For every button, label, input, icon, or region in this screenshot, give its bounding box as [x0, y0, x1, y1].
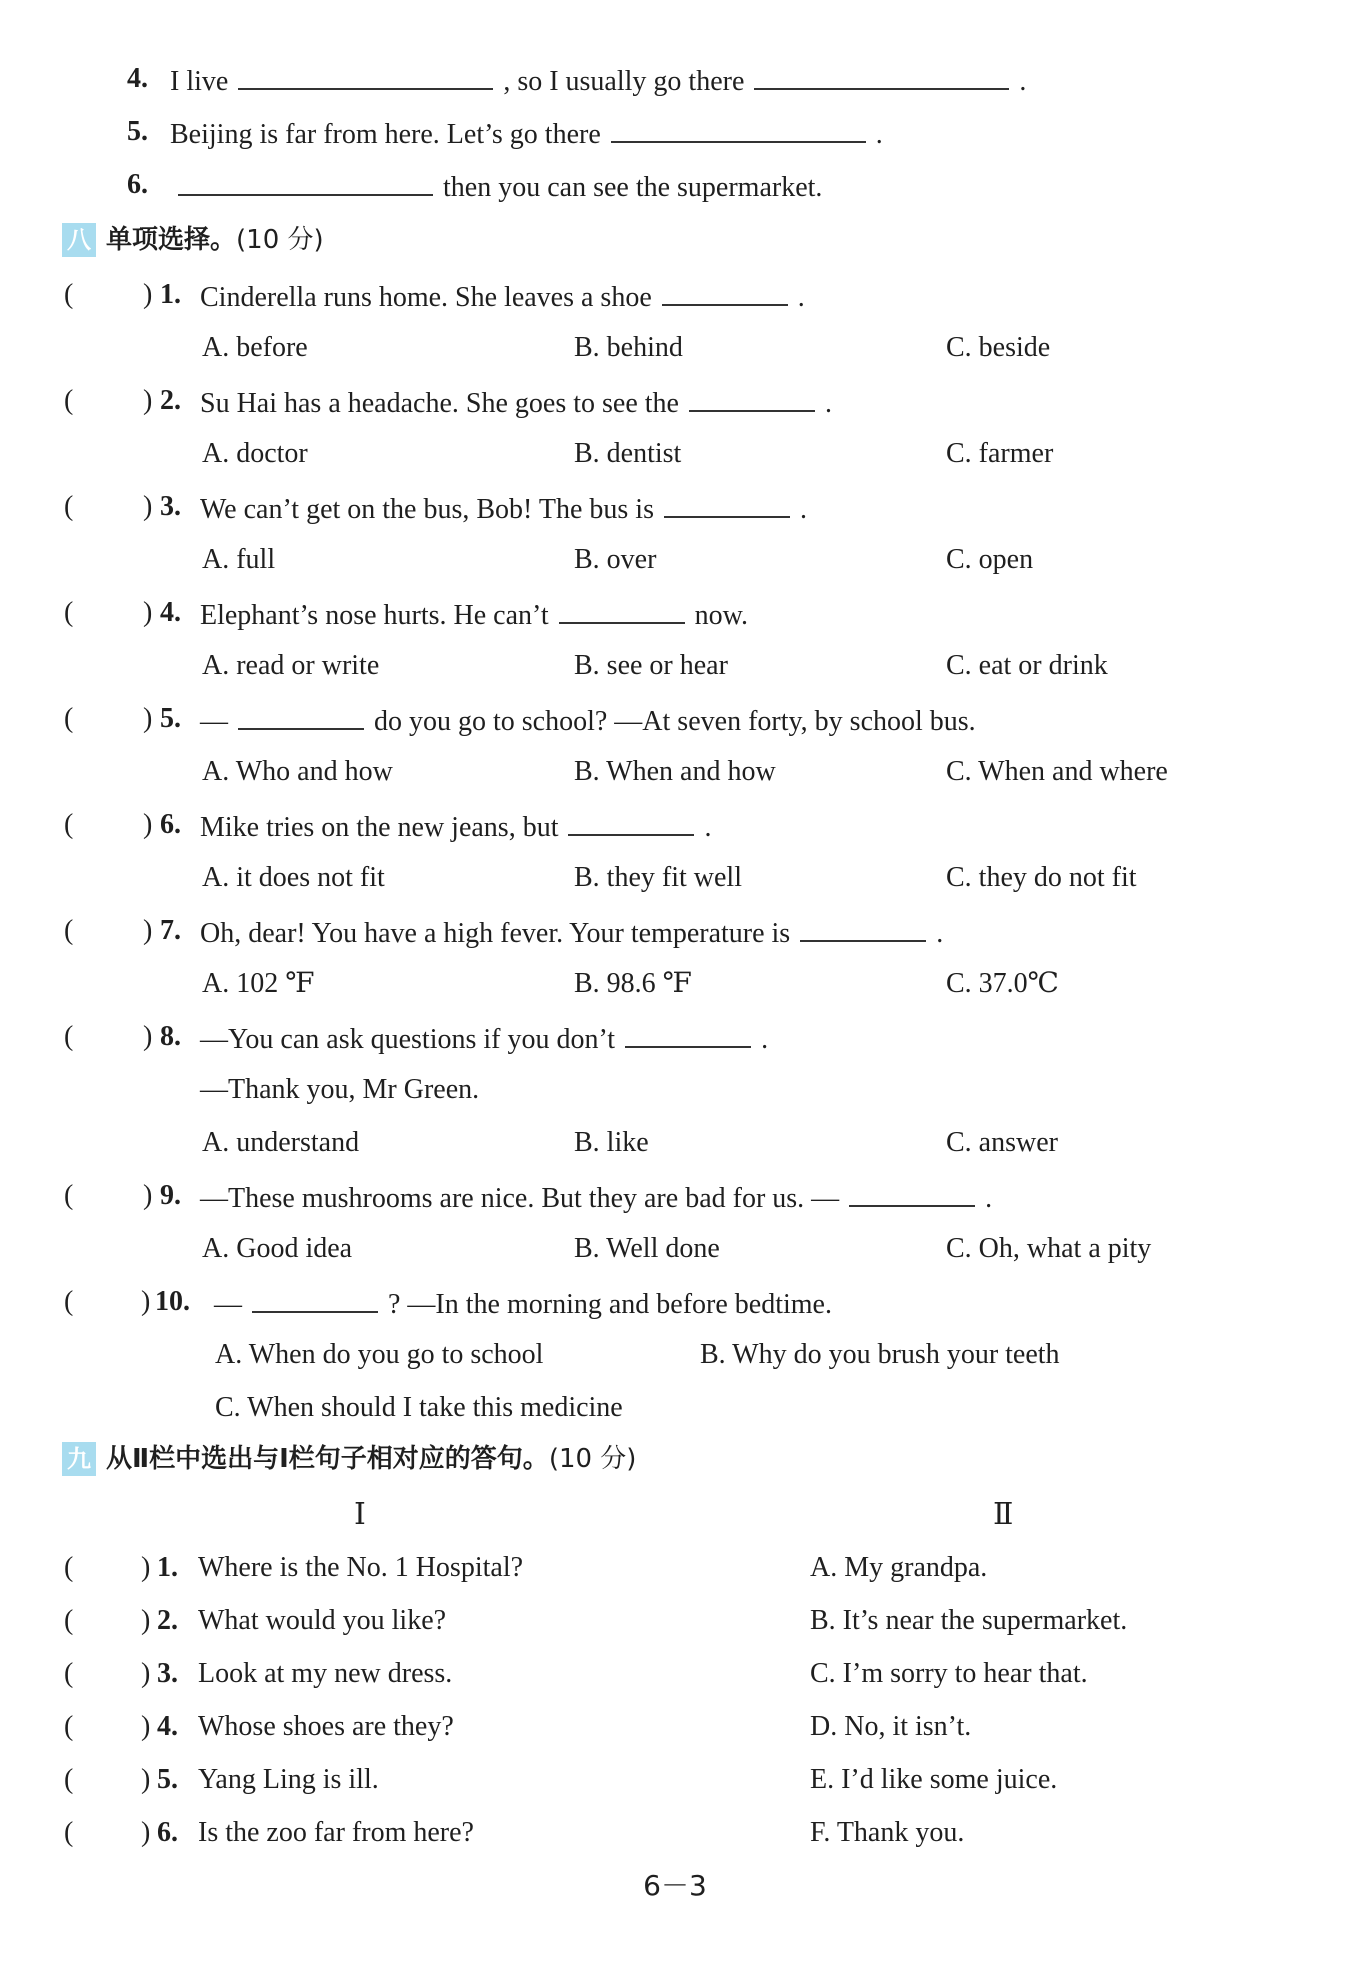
- option-a[interactable]: A. full: [202, 544, 276, 575]
- match-question: Where is the No. 1 Hospital?: [198, 1552, 524, 1583]
- text-segment: now.: [694, 600, 749, 631]
- match-answer: F. Thank you.: [810, 1817, 965, 1848]
- section-heading: [62, 1442, 636, 1476]
- answer-box[interactable]: [72, 384, 142, 418]
- answer-paren-open: (: [64, 491, 74, 522]
- answer-paren-open: (: [64, 597, 74, 628]
- answer-blank[interactable]: [238, 702, 364, 730]
- option-c[interactable]: C. they do not fit: [946, 862, 1137, 893]
- answer-paren-open: (: [64, 915, 74, 946]
- question-number: 6.: [127, 169, 148, 200]
- option-b[interactable]: B. behind: [574, 332, 683, 363]
- answer-box[interactable]: [72, 1285, 142, 1319]
- match-question: What would you like?: [198, 1605, 447, 1636]
- question-stem: [200, 490, 807, 527]
- text-segment: .: [824, 388, 832, 419]
- answer-paren-close: ): [143, 703, 153, 734]
- option-b[interactable]: B. When and how: [574, 756, 776, 787]
- section-score: (10 分): [236, 225, 324, 255]
- answer-paren-open: (: [64, 1658, 74, 1689]
- section-number-icon: 八: [62, 223, 96, 257]
- answer-box[interactable]: [72, 1551, 142, 1585]
- option-a[interactable]: A. 102 ℉: [202, 968, 315, 999]
- option-b[interactable]: B. Well done: [574, 1233, 720, 1264]
- question-stem: [200, 1179, 992, 1216]
- option-b[interactable]: B. over: [574, 544, 657, 575]
- answer-paren-close: ): [141, 1552, 151, 1583]
- answer-blank[interactable]: [662, 278, 788, 306]
- answer-paren-open: (: [64, 1605, 74, 1636]
- answer-box[interactable]: [72, 596, 142, 630]
- column-ii-heading: Ⅱ: [993, 1498, 1014, 1531]
- answer-paren-close: ): [143, 385, 153, 416]
- answer-blank[interactable]: [238, 62, 493, 90]
- option-c[interactable]: C. 37.0℃: [946, 968, 1059, 999]
- text-segment: Oh, dear! You have a high fever. Your temperature is: [200, 918, 791, 949]
- answer-paren-close: ): [143, 279, 153, 310]
- answer-box[interactable]: [72, 702, 142, 736]
- option-c[interactable]: C. answer: [946, 1127, 1058, 1158]
- text-segment: Su Hai has a headache. She goes to see the: [200, 388, 679, 419]
- section-heading: [62, 223, 324, 257]
- answer-paren-close: ): [143, 809, 153, 840]
- text-segment: .: [1019, 66, 1027, 97]
- question-stem: [200, 914, 943, 951]
- question-number: 3.: [157, 1658, 178, 1689]
- text-segment: then you can see the supermarket.: [443, 172, 823, 203]
- question-number: 2.: [157, 1605, 178, 1636]
- answer-box[interactable]: [72, 1020, 142, 1054]
- answer-box[interactable]: [72, 1657, 142, 1691]
- page-number: 6－3: [643, 1869, 707, 1902]
- answer-paren-close: ): [143, 915, 153, 946]
- answer-paren-open: (: [64, 279, 74, 310]
- option-b[interactable]: B. see or hear: [574, 650, 728, 681]
- answer-blank[interactable]: [559, 596, 685, 624]
- text-segment: We can’t get on the bus, Bob! The bus is: [200, 494, 654, 525]
- answer-blank[interactable]: [611, 115, 866, 143]
- answer-blank[interactable]: [178, 168, 433, 196]
- question-number: 10.: [155, 1286, 190, 1317]
- text-segment: —You can ask questions if you don’t: [200, 1024, 616, 1055]
- question-number: 2.: [160, 385, 181, 416]
- option-c[interactable]: C. When should I take this medicine: [215, 1392, 623, 1423]
- answer-paren-close: ): [143, 597, 153, 628]
- match-question: Is the zoo far from here?: [198, 1817, 474, 1848]
- option-a[interactable]: A. When do you go to school: [215, 1339, 544, 1370]
- answer-box[interactable]: [72, 1179, 142, 1213]
- fill-in-sentence: [170, 115, 883, 152]
- answer-blank[interactable]: [689, 384, 815, 412]
- answer-blank[interactable]: [849, 1179, 975, 1207]
- question-stem-line2: —Thank you, Mr Green.: [200, 1074, 480, 1105]
- question-stem: [214, 1285, 832, 1322]
- answer-paren-open: (: [64, 809, 74, 840]
- question-stem: [200, 384, 832, 421]
- option-a[interactable]: A. read or write: [202, 650, 380, 681]
- option-b[interactable]: B. 98.6 ℉: [574, 968, 693, 999]
- section-title: 从Ⅱ栏中选出与Ⅰ栏句子相对应的答句。: [106, 1444, 549, 1474]
- section-score: (10 分): [548, 1444, 637, 1474]
- text-segment: —: [200, 706, 228, 737]
- option-a[interactable]: A. it does not fit: [202, 862, 385, 893]
- answer-paren-close: ): [143, 1180, 153, 1211]
- text-segment: ? —In the morning and before bedtime.: [388, 1289, 832, 1320]
- question-number: 3.: [160, 491, 181, 522]
- option-a[interactable]: A. before: [202, 332, 308, 363]
- answer-paren-open: (: [64, 1552, 74, 1583]
- text-segment: Elephant’s nose hurts. He can’t: [200, 600, 549, 631]
- option-c[interactable]: C. eat or drink: [946, 650, 1108, 681]
- text-segment: —: [214, 1289, 242, 1320]
- column-i-heading: Ⅰ: [354, 1498, 366, 1531]
- text-segment: Cinderella runs home. She leaves a shoe: [200, 282, 652, 313]
- answer-box[interactable]: [72, 1816, 142, 1850]
- answer-paren-open: (: [64, 1286, 74, 1317]
- option-c[interactable]: C. beside: [946, 332, 1051, 363]
- answer-box[interactable]: [72, 1710, 142, 1744]
- fill-in-sentence: [168, 168, 822, 205]
- answer-paren-open: (: [64, 703, 74, 734]
- text-segment: Mike tries on the new jeans, but: [200, 812, 559, 843]
- text-segment: do you go to school? —At seven forty, by school bus.: [374, 706, 976, 737]
- text-segment: .: [875, 119, 883, 150]
- question-number: 9.: [160, 1180, 181, 1211]
- answer-blank[interactable]: [664, 490, 790, 518]
- section-number-icon: 九: [62, 1442, 96, 1476]
- question-stem: [200, 596, 748, 633]
- question-number: 8.: [160, 1021, 181, 1052]
- match-answer: B. It’s near the supermarket.: [810, 1605, 1128, 1636]
- option-b[interactable]: B. they fit well: [574, 862, 742, 893]
- text-segment: .: [704, 812, 712, 843]
- option-a[interactable]: A. doctor: [202, 438, 308, 469]
- answer-paren-open: (: [64, 1817, 74, 1848]
- answer-paren-close: ): [141, 1286, 151, 1317]
- match-answer: C. I’m sorry to hear that.: [810, 1658, 1088, 1689]
- question-stem: [200, 808, 711, 845]
- answer-box[interactable]: [72, 1763, 142, 1797]
- match-question: Look at my new dress.: [198, 1658, 453, 1689]
- question-number: 4.: [127, 63, 148, 94]
- answer-blank[interactable]: [252, 1285, 378, 1313]
- answer-paren-close: ): [141, 1658, 151, 1689]
- text-segment: —These mushrooms are nice. But they are bad for us. —: [200, 1183, 840, 1214]
- question-stem: [200, 702, 976, 739]
- answer-box[interactable]: [72, 808, 142, 842]
- answer-paren-open: (: [64, 1764, 74, 1795]
- answer-box[interactable]: [72, 490, 142, 524]
- text-segment: .: [799, 494, 807, 525]
- text-segment: Beijing is far from here. Let’s go there: [170, 119, 601, 150]
- answer-paren-close: ): [143, 491, 153, 522]
- option-b[interactable]: B. dentist: [574, 438, 682, 469]
- option-c[interactable]: C. open: [946, 544, 1034, 575]
- answer-paren-open: (: [64, 385, 74, 416]
- answer-paren-close: ): [143, 1021, 153, 1052]
- option-a[interactable]: A. Good idea: [202, 1233, 353, 1264]
- question-number: 5.: [160, 703, 181, 734]
- match-answer: D. No, it isn’t.: [810, 1711, 972, 1742]
- answer-blank[interactable]: [754, 62, 1009, 90]
- match-question: Whose shoes are they?: [198, 1711, 454, 1742]
- answer-paren-close: ): [141, 1605, 151, 1636]
- question-number: 1.: [157, 1552, 178, 1583]
- answer-paren-close: ): [141, 1711, 151, 1742]
- question-stem: [200, 1020, 768, 1057]
- option-c[interactable]: C. Oh, what a pity: [946, 1233, 1152, 1264]
- question-number: 4.: [160, 597, 181, 628]
- text-segment: .: [936, 918, 944, 949]
- question-number: 4.: [157, 1711, 178, 1742]
- fill-in-sentence: [170, 62, 1026, 99]
- option-c[interactable]: C. When and where: [946, 756, 1168, 787]
- answer-box[interactable]: [72, 278, 142, 312]
- answer-paren-close: ): [141, 1817, 151, 1848]
- match-answer: A. My grandpa.: [810, 1552, 988, 1583]
- answer-box[interactable]: [72, 914, 142, 948]
- question-stem: [200, 278, 805, 315]
- option-c[interactable]: C. farmer: [946, 438, 1054, 469]
- option-b[interactable]: B. Why do you brush your teeth: [700, 1339, 1060, 1370]
- text-segment: .: [985, 1183, 993, 1214]
- option-a[interactable]: A. Who and how: [202, 756, 393, 787]
- question-number: 6.: [160, 809, 181, 840]
- question-number: 6.: [157, 1817, 178, 1848]
- question-number: 5.: [127, 116, 148, 147]
- answer-blank[interactable]: [625, 1020, 751, 1048]
- answer-blank[interactable]: [800, 914, 926, 942]
- text-segment: I live: [170, 66, 229, 97]
- answer-paren-close: ): [141, 1764, 151, 1795]
- answer-paren-open: (: [64, 1180, 74, 1211]
- match-question: Yang Ling is ill.: [198, 1764, 379, 1795]
- question-number: 7.: [160, 915, 181, 946]
- question-number: 1.: [160, 279, 181, 310]
- answer-box[interactable]: [72, 1604, 142, 1638]
- answer-paren-open: (: [64, 1021, 74, 1052]
- question-number: 5.: [157, 1764, 178, 1795]
- answer-blank[interactable]: [568, 808, 694, 836]
- option-b[interactable]: B. like: [574, 1127, 649, 1158]
- text-segment: .: [761, 1024, 769, 1055]
- text-segment: , so I usually go there: [503, 66, 745, 97]
- option-a[interactable]: A. understand: [202, 1127, 360, 1158]
- section-title: 单项选择。: [106, 225, 237, 255]
- answer-paren-open: (: [64, 1711, 74, 1742]
- match-answer: E. I’d like some juice.: [810, 1764, 1058, 1795]
- text-segment: .: [797, 282, 805, 313]
